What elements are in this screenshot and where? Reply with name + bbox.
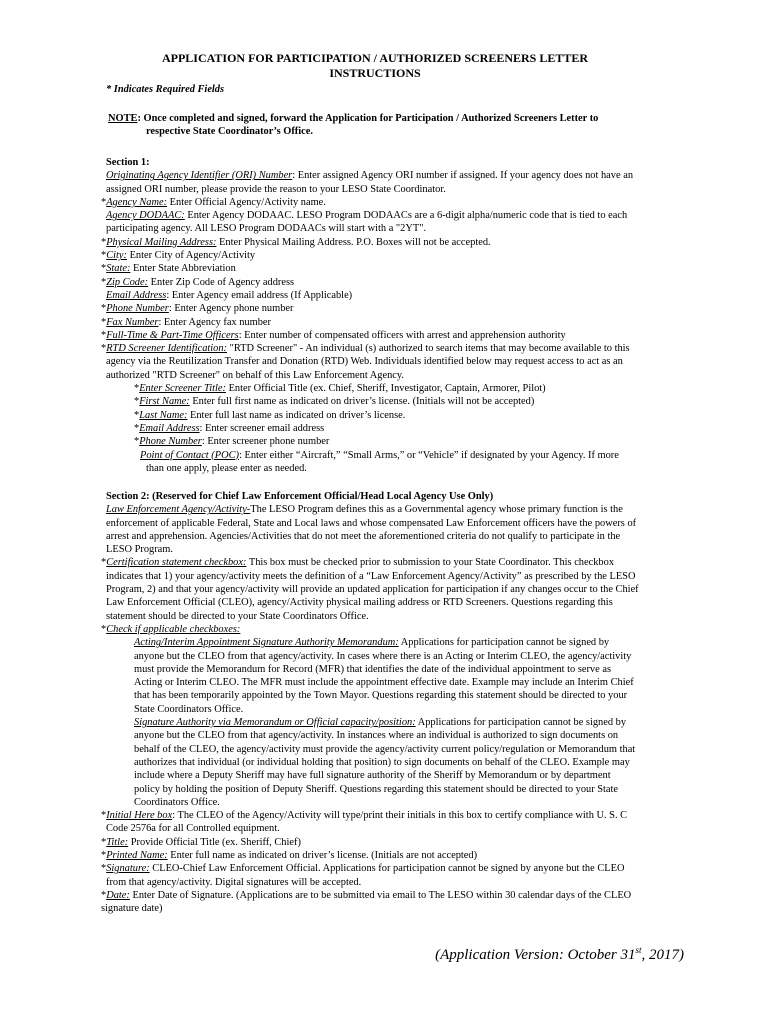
fax-desc: *Fax Number: Enter Agency fax number: [101, 316, 271, 328]
dodaac-desc: Agency DODAAC: Enter Agency DODAAC. LESO Program DODAACs are a 6-digit alpha/numeric code that is tied to each: [106, 210, 628, 222]
note-block: [108, 112, 668, 139]
poc-desc: Point of Contact (POC): Enter either “Aircraft,” “Small Arms,” or “Vehicle” if designated by your Agency. If more: [140, 449, 619, 461]
screener-email-desc: *Email Address: Enter screener email address: [134, 422, 325, 434]
document-title: APPLICATION FOR PARTICIPATION / AUTHORIZED SCREENERS LETTER INSTRUCTIONS: [161, 51, 589, 80]
required-fields-note: * Indicates Required Fields: [106, 84, 225, 95]
screener-title-desc: *Enter Screener Title: Enter Official Title (ex. Chief, Sheriff, Investigator, Captain, Armorer, Pilot): [134, 383, 546, 395]
check-applicable-desc: *Check if applicable checkboxes:: [101, 623, 241, 635]
lea-desc: Law Enforcement Agency/Activity-The LESO Program defines this as a Governmental agency whose primary function is the: [106, 504, 623, 516]
city-desc: *City: Enter City of Agency/Activity: [101, 250, 256, 262]
section-1-heading: Section 1:: [106, 157, 150, 168]
title-desc: *Title: Provide Official Title (ex. Sheriff, Chief): [101, 836, 301, 848]
agency-name-desc: *Agency Name: Enter Official Agency/Activity name.: [101, 196, 326, 208]
screener-phone-desc: *Phone Number: Enter screener phone number: [134, 436, 330, 448]
initial-here-desc: *Initial Here box: The CLEO of the Agency/Activity will type/print their initials in this box to certify compliance with U. S. C: [101, 810, 628, 822]
acting-interim-desc: Acting/Interim Appointment Signature Authority Memorandum: Applications for participation cannot be signed by: [134, 637, 610, 649]
date-desc: *Date: Enter Date of Signature. (Applications are to be submitted via email to The LESO within 30 calendar days of the CLEO: [101, 889, 632, 901]
application-version: (Application Version: October 31st, 2017): [435, 945, 684, 963]
section-2-heading: Section 2: (Reserved for Chief Law Enforcement Official/Head Local Agency Use Only): [106, 491, 494, 502]
printed-name-desc: *Printed Name: Enter full name as indicated on driver’s license. (Initials are not accepted): [101, 850, 478, 862]
phone-desc: *Phone Number: Enter Agency phone number: [101, 303, 294, 315]
note-text: : Once completed and signed, forward the Application for Participation / Authorized Screeners Letter to: [137, 113, 599, 124]
note-text-2: respective State Coordinator’s Office.: [146, 126, 313, 138]
mailing-address-desc: *Physical Mailing Address: Enter Physical Mailing Address. P.O. Boxes will not be accepted.: [101, 236, 491, 248]
section-1: Section 1: Originating Agency Identifier (ORI) Number: Enter assigned Agency ORI number if assigned. If your agency does not have an assigned ORI number, please provide the reason to your LESO State Coordinator. *Agency Name: Enter Official Agency/Activity name. Agency DODAAC: Enter Agency DODAAC. LESO Program DODAACs are a 6-digit alpha/numeric code that is tied to each participating agency. All LESO Program DODAACs will start with a "2YT". *Physical Mailing Address: Enter Physical Mailing Address. P.O. Boxes will not be accepted. *City: Enter City of Agency/Activity *State: Enter State Abbreviation *Zip Code: Enter Zip Code of Agency address Email Address: Enter Agency email address (If Applicable) *Phone Number: Enter Agency phone number *Fax Number: Enter Agency fax number *Full-Time & Part-Time Officers: Enter number of compensated officers with arrest and apprehension authority *RTD Screener Identification: "RTD Screener" - An individual (s) authorized to search items that may become available to this agency via the Reutilization Transfer and Donation (RTD) Web. Individuals identified below may request access to act as an authorized "RTD Screener" on behalf of this Law Enforcement Agency. *Enter Screener Title: Enter Official Title (ex. Chief, Sheriff, Investigator, Captain, Armorer, Pilot) *First Name: Enter full first name as indicated on driver’s license. (Initials will not be accepted) *Last Name: Enter full last name as indicated on driver’s license. *Email Address: Enter screener email address *Phone Number: Enter screener phone number Point of Contact (POC): Enter either “Aircraft,” “Small Arms,” or “Vehicle” if designated by your Agency. If more than one apply, please enter as needed.: [106, 156, 686, 475]
section-2: Section 2: (Reserved for Chief Law Enforcement Official/Head Local Agency Use Only) Law Enforcement Agency/Activity-The LESO Program defines this as a Governmental agency whose primary function is the enforcement of applicable Federal, State and Local laws and whose compensated Law Enforcement officers have the powers of arrest and apprehension. Agencies/Activities that do not meet the aforementioned criteria do not qualify to participate in the LESO Program. *Certification statement checkbox: This box must be checked prior to submission to your State Coordinator. This checkbox indicates that 1) your agency/activity meets the definition of a “Law Enforcement Agency/Activity” as prescribed by the LESO Program, 2) and that your agency/activity will provide an updated application for participation if any changes occur to the Chief Law Enforcement Official (CLEO), agency/Activity physical mailing address or RTD Screeners. Questions regarding this statement should be directed to your State Coordinators Office. *Check if applicable checkboxes: Acting/Interim Appointment Signature Authority Memorandum: Applications for participation cannot be signed by anyone but the CLEO from that agency/activity. In cases where there is an Acting or Interim CLEO, the agency/activity must provide the Memorandum for Record (MFR) that identifies the date of the individual appointment to serve as Acting or Interim CLEO. The MFR must include the appointment effective date. Example may include an Interim Chief that has been temporarily appointed by the Town Mayor. Questions regarding this statement should be directed to your State Coordinators Office. Signature Authority via Memorandum or Official capacity/position: Applications for participation cannot be signed by anyone but the CLEO from that agency/activity. In instances where an individual is authorized to sign documents on behalf of the CLEO, the agency/activity must provide the agency/activity current policy/regulation or Memorandum that authorizes that individual (or individual holding that position) to sign documents on behalf of the CLEO. Example may include where a Deputy Sheriff may have full signature authority of the Sheriff by Memorandum or by department policy by holding the position of Deputy Sheriff. Questions regarding this statement should be directed to your State Coordinators Office. *Initial Here box: The CLEO of the Agency/Activity will type/print their initials in this box to certify compliance with U. S. C Code 2576a for all Controlled equipment. *Title: Provide Official Title (ex. Sheriff, Chief) *Printed Name: Enter full name as indicated on driver’s license. (Initials are not accepted) *Signature: CLEO-Chief Law Enforcement Official. Applications for participation cannot be signed by anyone but the CLEO from that agency/activity. Digital signatures will be accepted. *Date: Enter Date of Signature. (Applications are to be submitted via email to The LESO within 30 calendar days of the CLEO signature date): [106, 490, 686, 916]
rtd-screener-desc: *RTD Screener Identification: "RTD Screener" - An individual (s) authorized to search items that may become available to this: [101, 343, 630, 355]
signature-authority-desc: Signature Authority via Memorandum or Official capacity/position: Applications for participation cannot be signed by: [134, 717, 627, 729]
first-name-desc: *First Name: Enter full first name as indicated on driver’s license. (Initials will not be accepted): [134, 396, 535, 408]
note-label: NOTE: [108, 113, 138, 124]
state-desc: *State: Enter State Abbreviation: [101, 263, 236, 275]
zip-desc: *Zip Code: Enter Zip Code of Agency address: [101, 276, 295, 288]
last-name-desc: *Last Name: Enter full last name as indicated on driver’s license.: [134, 409, 406, 421]
email-desc: Email Address: Enter Agency email address (If Applicable): [106, 289, 353, 301]
ori-field-desc: Originating Agency Identifier (ORI) Number: Enter assigned Agency ORI number if assigned. If your agency does not have an: [106, 170, 634, 182]
officers-desc: *Full-Time & Part-Time Officers: Enter number of compensated officers with arrest and apprehension authority: [101, 329, 566, 341]
certification-desc: *Certification statement checkbox: This box must be checked prior to submission to your State Coordinator. This checkbox: [101, 557, 615, 569]
signature-desc: *Signature: CLEO-Chief Law Enforcement Official. Applications for participation cannot be signed by anyone but the CLEO: [101, 863, 625, 875]
